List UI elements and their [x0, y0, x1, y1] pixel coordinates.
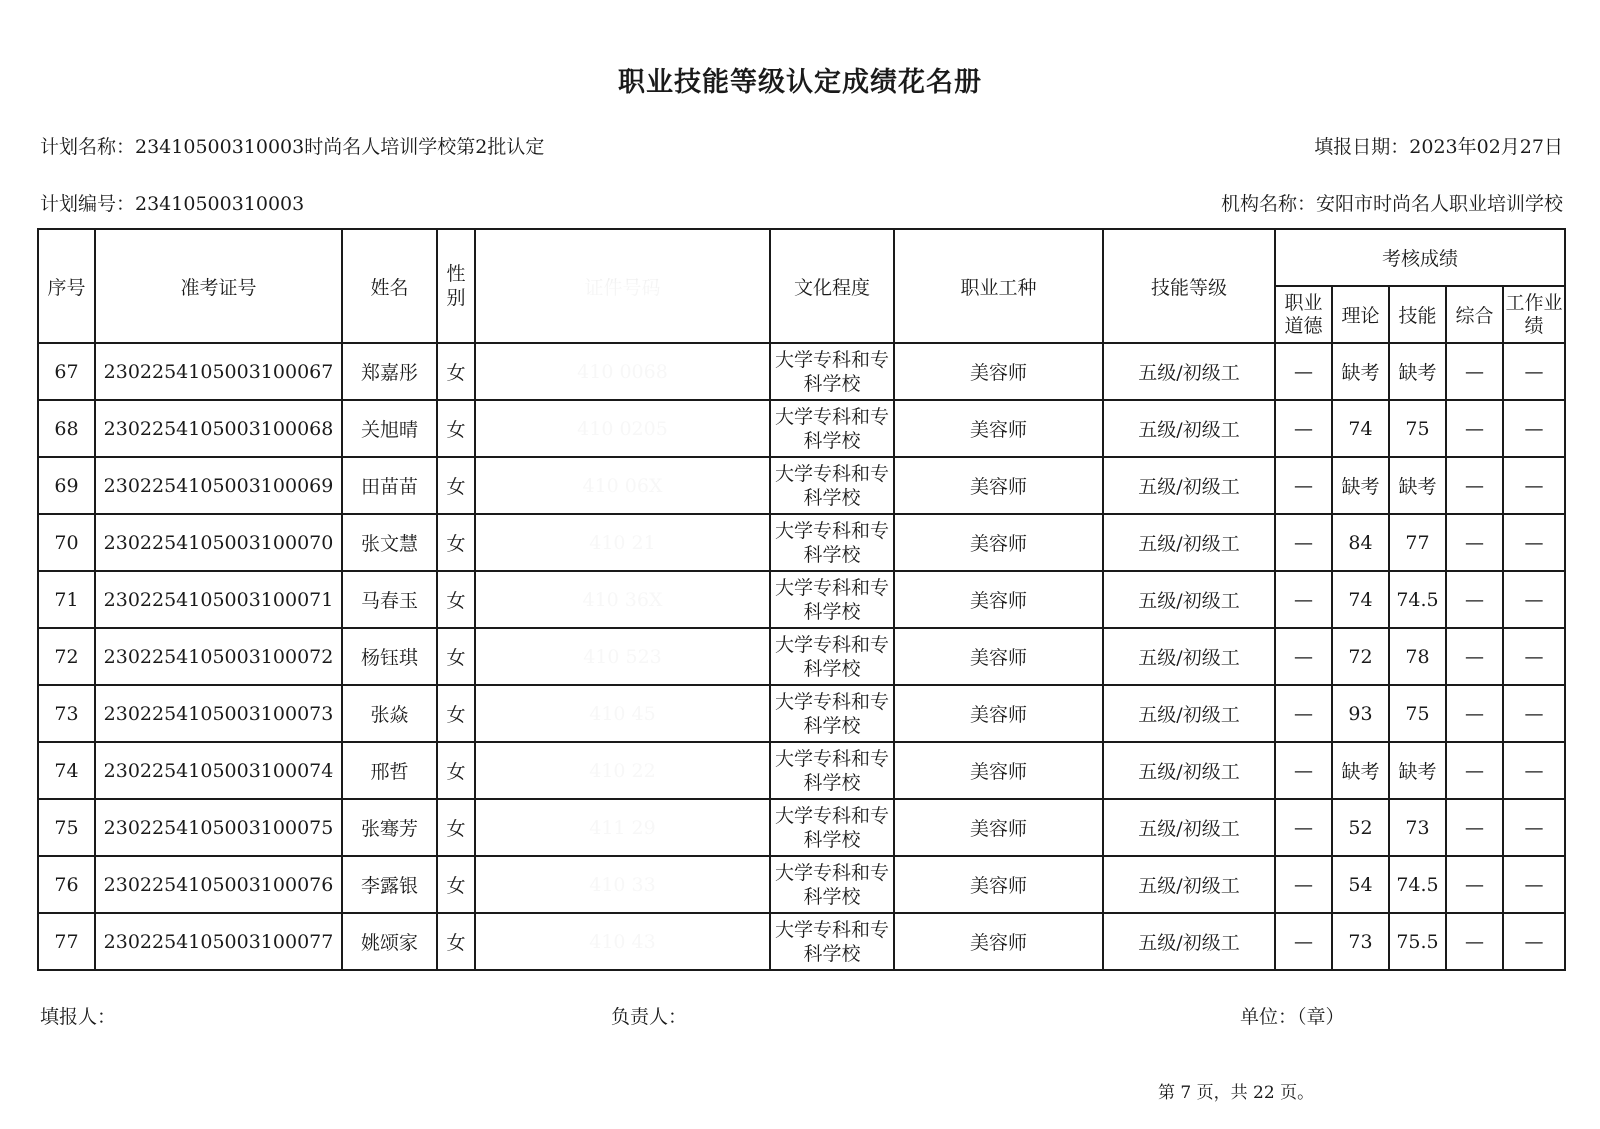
cell-comprehensive: — — [1446, 742, 1503, 799]
cell-gender: 女 — [437, 457, 475, 514]
cell-work: — — [1503, 685, 1565, 742]
cell-exam-no: 2302254105003100069 — [95, 457, 342, 514]
cell-id-no — [475, 799, 770, 856]
score-roster-table — [37, 228, 1566, 971]
cell-theory: 73 — [1332, 913, 1389, 970]
cell-id-no — [475, 571, 770, 628]
privacy-blur — [566, 571, 691, 628]
cell-education: 大学专科和专科学校 — [770, 343, 894, 400]
cell-occupation: 美容师 — [894, 799, 1103, 856]
header-seq: 序号 — [38, 229, 95, 343]
cell-level: 五级/初级工 — [1103, 856, 1275, 913]
cell-name: 马春玉 — [342, 571, 437, 628]
plan-number: 计划编号：23410500310003 — [40, 193, 305, 215]
cell-level: 五级/初级工 — [1103, 742, 1275, 799]
cell-occupation: 美容师 — [894, 343, 1103, 400]
cell-skill: 75 — [1389, 685, 1446, 742]
cell-ethics: — — [1275, 913, 1332, 970]
privacy-blur — [566, 799, 691, 856]
cell-work: — — [1503, 913, 1565, 970]
cell-theory: 84 — [1332, 514, 1389, 571]
page-number: 第 7 页，共 22 页。 — [1158, 1083, 1315, 1103]
cell-education: 大学专科和专科学校 — [770, 628, 894, 685]
cell-occupation: 美容师 — [894, 457, 1103, 514]
cell-seq: 68 — [38, 400, 95, 457]
cell-theory: 52 — [1332, 799, 1389, 856]
cell-education: 大学专科和专科学校 — [770, 571, 894, 628]
cell-gender: 女 — [437, 343, 475, 400]
header-work: 工作业绩 — [1503, 286, 1565, 343]
cell-skill: 74.5 — [1389, 856, 1446, 913]
cell-gender: 女 — [437, 913, 475, 970]
table-row — [38, 742, 1565, 799]
filler-label: 填报人： — [40, 1006, 117, 1028]
cell-gender: 女 — [437, 571, 475, 628]
cell-gender: 女 — [437, 856, 475, 913]
cell-name: 杨钰琪 — [342, 628, 437, 685]
cell-id-no — [475, 343, 770, 400]
header-ethics: 职业道德 — [1275, 286, 1332, 343]
cell-skill: 75 — [1389, 400, 1446, 457]
cell-exam-no: 2302254105003100071 — [95, 571, 342, 628]
cell-theory: 93 — [1332, 685, 1389, 742]
table-row — [38, 856, 1565, 913]
cell-id-no — [475, 457, 770, 514]
cell-comprehensive: — — [1446, 571, 1503, 628]
cell-seq: 74 — [38, 742, 95, 799]
cell-theory: 缺考 — [1332, 343, 1389, 400]
header-education: 文化程度 — [770, 229, 894, 343]
cell-level: 五级/初级工 — [1103, 628, 1275, 685]
cell-exam-no: 2302254105003100072 — [95, 628, 342, 685]
cell-level: 五级/初级工 — [1103, 514, 1275, 571]
unit-stamp-label: 单位：（章） — [1240, 1006, 1345, 1028]
privacy-blur — [566, 457, 691, 514]
table-row — [38, 628, 1565, 685]
table-row — [38, 400, 1565, 457]
cell-seq: 71 — [38, 571, 95, 628]
cell-occupation: 美容师 — [894, 571, 1103, 628]
cell-id-no — [475, 913, 770, 970]
privacy-blur — [566, 514, 691, 571]
cell-comprehensive: — — [1446, 685, 1503, 742]
table-row — [38, 571, 1565, 628]
cell-education: 大学专科和专科学校 — [770, 856, 894, 913]
cell-education: 大学专科和专科学校 — [770, 913, 894, 970]
cell-skill: 73 — [1389, 799, 1446, 856]
cell-theory: 54 — [1332, 856, 1389, 913]
plan-name: 计划名称：23410500310003时尚名人培训学校第2批认定 — [40, 136, 545, 158]
cell-gender: 女 — [437, 685, 475, 742]
cell-level: 五级/初级工 — [1103, 685, 1275, 742]
table-row — [38, 913, 1565, 970]
cell-theory: 74 — [1332, 571, 1389, 628]
cell-work: — — [1503, 742, 1565, 799]
cell-id-no — [475, 685, 770, 742]
cell-theory: 72 — [1332, 628, 1389, 685]
cell-exam-no: 2302254105003100068 — [95, 400, 342, 457]
cell-exam-no: 2302254105003100067 — [95, 343, 342, 400]
cell-name: 张骞芳 — [342, 799, 437, 856]
cell-name: 李露银 — [342, 856, 437, 913]
cell-work: — — [1503, 343, 1565, 400]
cell-gender: 女 — [437, 400, 475, 457]
cell-ethics: — — [1275, 742, 1332, 799]
cell-ethics: — — [1275, 685, 1332, 742]
cell-seq: 77 — [38, 913, 95, 970]
cell-comprehensive: — — [1446, 856, 1503, 913]
cell-skill: 75.5 — [1389, 913, 1446, 970]
cell-work: — — [1503, 514, 1565, 571]
cell-occupation: 美容师 — [894, 628, 1103, 685]
cell-comprehensive: — — [1446, 913, 1503, 970]
cell-work: — — [1503, 400, 1565, 457]
header-level: 技能等级 — [1103, 229, 1275, 343]
table-row — [38, 343, 1565, 400]
cell-ethics: — — [1275, 799, 1332, 856]
cell-theory: 缺考 — [1332, 457, 1389, 514]
cell-seq: 69 — [38, 457, 95, 514]
cell-gender: 女 — [437, 514, 475, 571]
cell-skill: 77 — [1389, 514, 1446, 571]
privacy-blur — [566, 400, 691, 457]
cell-exam-no: 2302254105003100076 — [95, 856, 342, 913]
cell-occupation: 美容师 — [894, 913, 1103, 970]
header-theory: 理论 — [1332, 286, 1389, 343]
cell-seq: 70 — [38, 514, 95, 571]
cell-seq: 72 — [38, 628, 95, 685]
cell-ethics: — — [1275, 571, 1332, 628]
cell-skill: 缺考 — [1389, 343, 1446, 400]
cell-comprehensive: — — [1446, 514, 1503, 571]
privacy-blur — [566, 742, 691, 799]
cell-ethics: — — [1275, 628, 1332, 685]
cell-id-no — [475, 742, 770, 799]
cell-education: 大学专科和专科学校 — [770, 457, 894, 514]
cell-exam-no: 2302254105003100077 — [95, 913, 342, 970]
cell-name: 郑嘉彤 — [342, 343, 437, 400]
cell-theory: 74 — [1332, 400, 1389, 457]
cell-work: — — [1503, 799, 1565, 856]
cell-education: 大学专科和专科学校 — [770, 400, 894, 457]
cell-comprehensive: — — [1446, 343, 1503, 400]
cell-skill: 缺考 — [1389, 742, 1446, 799]
cell-work: — — [1503, 571, 1565, 628]
cell-education: 大学专科和专科学校 — [770, 742, 894, 799]
cell-work: — — [1503, 856, 1565, 913]
cell-education: 大学专科和专科学校 — [770, 685, 894, 742]
cell-ethics: — — [1275, 856, 1332, 913]
header-gender: 性别 — [437, 229, 475, 343]
fill-date: 填报日期：2023年02月27日 — [1314, 136, 1563, 158]
cell-comprehensive: — — [1446, 457, 1503, 514]
cell-exam-no: 2302254105003100075 — [95, 799, 342, 856]
cell-name: 关旭晴 — [342, 400, 437, 457]
privacy-blur — [566, 913, 691, 970]
cell-level: 五级/初级工 — [1103, 913, 1275, 970]
cell-exam-no: 2302254105003100073 — [95, 685, 342, 742]
cell-occupation: 美容师 — [894, 856, 1103, 913]
cell-gender: 女 — [437, 742, 475, 799]
cell-seq: 73 — [38, 685, 95, 742]
cell-occupation: 美容师 — [894, 742, 1103, 799]
cell-occupation: 美容师 — [894, 514, 1103, 571]
cell-seq: 67 — [38, 343, 95, 400]
cell-level: 五级/初级工 — [1103, 799, 1275, 856]
header-name: 姓名 — [342, 229, 437, 343]
cell-skill: 缺考 — [1389, 457, 1446, 514]
header-occupation: 职业工种 — [894, 229, 1103, 343]
table-row — [38, 685, 1565, 742]
table-row — [38, 514, 1565, 571]
cell-ethics: — — [1275, 343, 1332, 400]
privacy-blur — [566, 270, 691, 343]
cell-occupation: 美容师 — [894, 400, 1103, 457]
cell-gender: 女 — [437, 628, 475, 685]
header-exam-no: 准考证号 — [95, 229, 342, 343]
cell-comprehensive: — — [1446, 799, 1503, 856]
cell-name: 田苗苗 — [342, 457, 437, 514]
cell-skill: 74.5 — [1389, 571, 1446, 628]
privacy-blur — [566, 343, 691, 400]
cell-ethics: — — [1275, 457, 1332, 514]
cell-name: 张文慧 — [342, 514, 437, 571]
page-title: 职业技能等级认定成绩花名册 — [618, 67, 982, 98]
cell-level: 五级/初级工 — [1103, 457, 1275, 514]
cell-education: 大学专科和专科学校 — [770, 799, 894, 856]
privacy-blur — [566, 856, 691, 913]
cell-id-no — [475, 856, 770, 913]
cell-seq: 75 — [38, 799, 95, 856]
privacy-blur — [566, 628, 691, 685]
table-row — [38, 799, 1565, 856]
header-scores: 考核成绩 — [1275, 229, 1565, 286]
cell-level: 五级/初级工 — [1103, 571, 1275, 628]
privacy-blur — [566, 685, 691, 742]
cell-name: 邢哲 — [342, 742, 437, 799]
cell-seq: 76 — [38, 856, 95, 913]
responsible-label: 负责人： — [611, 1006, 688, 1028]
cell-education: 大学专科和专科学校 — [770, 514, 894, 571]
cell-name: 张焱 — [342, 685, 437, 742]
cell-skill: 78 — [1389, 628, 1446, 685]
cell-exam-no: 2302254105003100074 — [95, 742, 342, 799]
cell-occupation: 美容师 — [894, 685, 1103, 742]
header-skill: 技能 — [1389, 286, 1446, 343]
cell-level: 五级/初级工 — [1103, 400, 1275, 457]
header-comprehensive: 综合 — [1446, 286, 1503, 343]
cell-gender: 女 — [437, 799, 475, 856]
cell-exam-no: 2302254105003100070 — [95, 514, 342, 571]
header-id-no — [475, 229, 770, 343]
cell-theory: 缺考 — [1332, 742, 1389, 799]
cell-comprehensive: — — [1446, 628, 1503, 685]
cell-ethics: — — [1275, 400, 1332, 457]
cell-comprehensive: — — [1446, 400, 1503, 457]
cell-work: — — [1503, 628, 1565, 685]
cell-work: — — [1503, 457, 1565, 514]
cell-id-no — [475, 514, 770, 571]
cell-name: 姚颂家 — [342, 913, 437, 970]
cell-id-no — [475, 400, 770, 457]
org-name: 机构名称：安阳市时尚名人职业培训学校 — [1220, 193, 1563, 215]
cell-level: 五级/初级工 — [1103, 343, 1275, 400]
table-row — [38, 457, 1565, 514]
cell-ethics: — — [1275, 514, 1332, 571]
cell-id-no — [475, 628, 770, 685]
